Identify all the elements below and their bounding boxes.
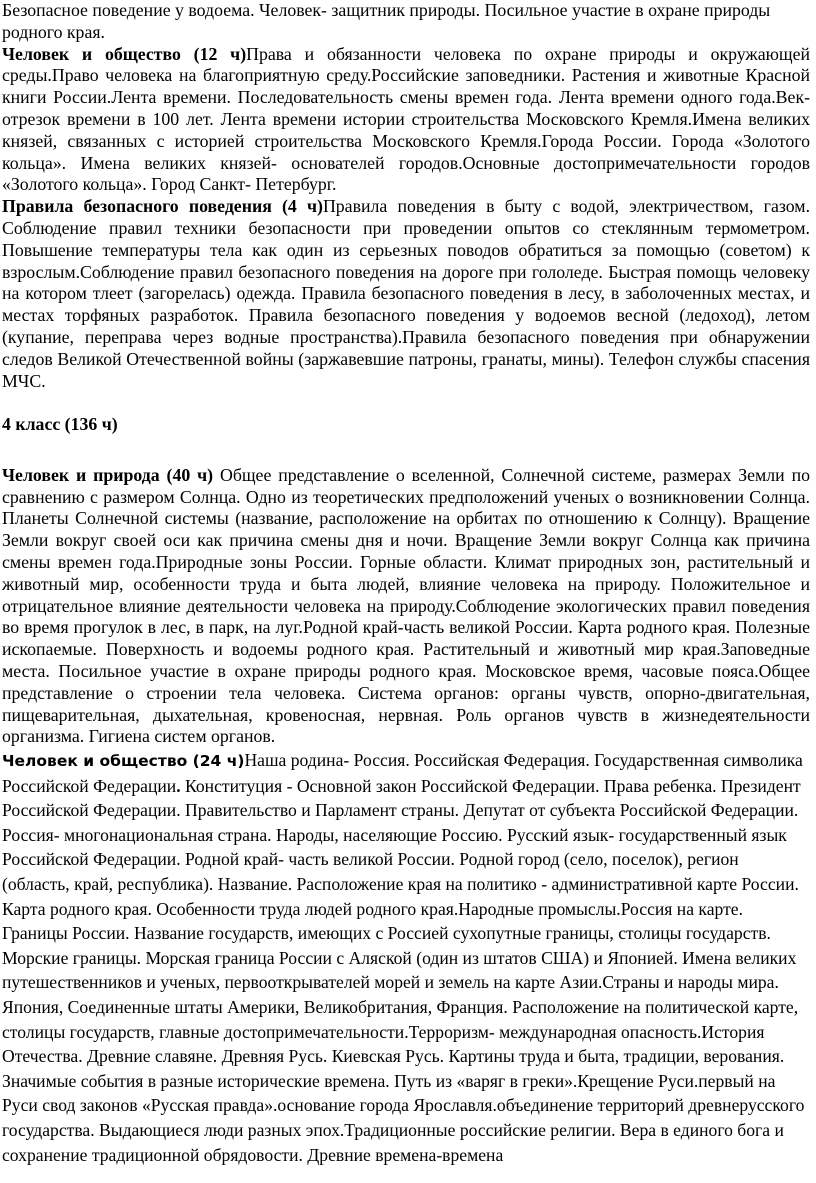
society3-heading: Человек и общество (12 ч) bbox=[2, 43, 247, 64]
intro-paragraph bbox=[2, 0, 810, 44]
spacer bbox=[2, 436, 810, 458]
safety-text: Правила поведения в быту с водой, электричеством, газом. Соблюдение правил техники безопасности при проведении опытов со стеклянным термометром. Повышение температуры тела как один из серьезных поводов обратиться за помощью (советом) к взрослым.Соблюдение правил безопасного поведения на дороге при гололеде. Быстрая помощь человеку на котором тлеет (загорелась) одежда. Правила безопасного поведения в лесу, в заболоченных местах, и местах торфяных разработок. Правила безопасного поведения у водоемов весной (ледоход), летом (купание, переправа через водные пространства).Правила безопасного поведения при обнаружении следов Великой Отечественной войны (заржавевшие патроны, гранаты, мины). Телефон службы спасения МЧС. bbox=[2, 196, 811, 391]
society4-text-dot: . bbox=[176, 775, 181, 796]
society3-paragraph bbox=[2, 44, 810, 197]
society4-paragraph bbox=[2, 748, 810, 1167]
grade3-continuation bbox=[2, 0, 810, 748]
intro-text: Безопасное поведение у водоема. Человек- защитник природы. Посильное участие в охране природы родного края. bbox=[2, 0, 771, 42]
nature4-text: Общее представление о вселенной, Солнечной системе, размерах Земли по сравнению с размером Солнца. Одно из теоретических предположений ученых о возникновении Солнца. Планеты Солнечной системы (название, расположение на орбитах по отношению к Солнцу). Вращение Земли вокруг своей оси как причина смены дня и ночи. Вращение Земли вокруг Солнца как причина смены времен года.Природные зоны России. Горные области. Климат природных зон, растительный и животный мир, особенности труда и быта людей, влияние человека на природу. Положительное и отрицательное влияние деятельности человека на природу.Соблюдение экологических правил поведения во время прогулок в лес, в парк, на луг.Родной край-часть великой России. Карта родного края. Полезные ископаемые. Поверхность и водоемы родного края. Растительный и животный мир края.Заповедные места. Посильное участие в охране природы родного края. Московское время, часовые пояса.Общее представление о строении тела человека. Система органов: органы чувств, опорно-двигательная, пищеварительная, дыхательная, кровеносная, нервная. Роль органов чувств в жизнедеятельности организма. Гигиена систем органов. bbox=[2, 464, 810, 747]
nature4-heading: Человек и природа (40 ч) bbox=[2, 464, 214, 485]
spacer bbox=[2, 392, 810, 414]
society4-section bbox=[2, 748, 810, 1167]
safety-heading: Правила безопасного поведения (4 ч) bbox=[2, 196, 323, 217]
nature4-paragraph bbox=[2, 465, 810, 748]
society4-text-b: Конституция - Основной закон Российской Федерации. Права ребенка. Президент Российской Федерации. Правительство и Парламент страны. Депутат от субъекта Российской Федерации. Россия- многонациональная страна. Народы, населяющие Россию. Русский язык- государственный язык Российской Федерации. Родной край- часть великой России. Родной город (село, поселок), регион (область, край, республика). Название. Расположение края на политико - административной карте России. Карта родного края. Особенности труда людей родного края.Народные промыслы.Россия на карте. Границы России. Название государств, имеющих с Россией сухопутные границы, столицы государств. Морские границы. Морская граница России с Аляской (один из штатов США) и Японией. Имена великих путешественников и ученых, первооткрывателей морей и земель на карте Азии.Страны и народы мира. Япония, Соединенные штаты Америки, Великобритания, Франция. Расположение на политической карте, столицы государств, главные достопримечательности.Терроризм- международная опасность.История Отечества. Древние славяне. Древняя Русь. Киевская Русь. Картины труда и быта, традиции, верования. Значимые события в разные исторические времена. Путь из «варяг в греки».Крещение Руси.первый на Руси свод законов «Русская правда».основание города Ярославля.объединение территорий древнерусского государства. Выдающиеся люди разных эпох.Традиционные российские религии. Вера в единого бога и сохранение традиционной обрядовости. Древние времена-времена bbox=[2, 775, 805, 1165]
society4-heading: Человек и общество (24 ч) bbox=[2, 752, 245, 771]
grade4-heading: 4 класс (136 ч) bbox=[2, 414, 118, 435]
society3-text: Права и обязанности человека по охране природы и окружающей среды.Право человека на благоприятную среду.Российские заповедники. Растения и животные Красной книги России.Лента времени. Последовательность смены времен года. Лента времени одного года.Век- отрезок времени в 100 лет. Лента времени истории строительства Московского Кремля.Имена великих князей, связанных с историей строительства Московского Кремля.Города России. Города «Золотого кольца». Имена великих князей- основателей городов.Основные достопримечательности городов «Золотого кольца». Город Санкт- Петербург. bbox=[2, 43, 810, 195]
society4-text-a: Наша родина- Россия. Российская Федерация. Государственная символика Российской Федерации bbox=[2, 750, 803, 796]
safety-paragraph bbox=[2, 196, 810, 392]
